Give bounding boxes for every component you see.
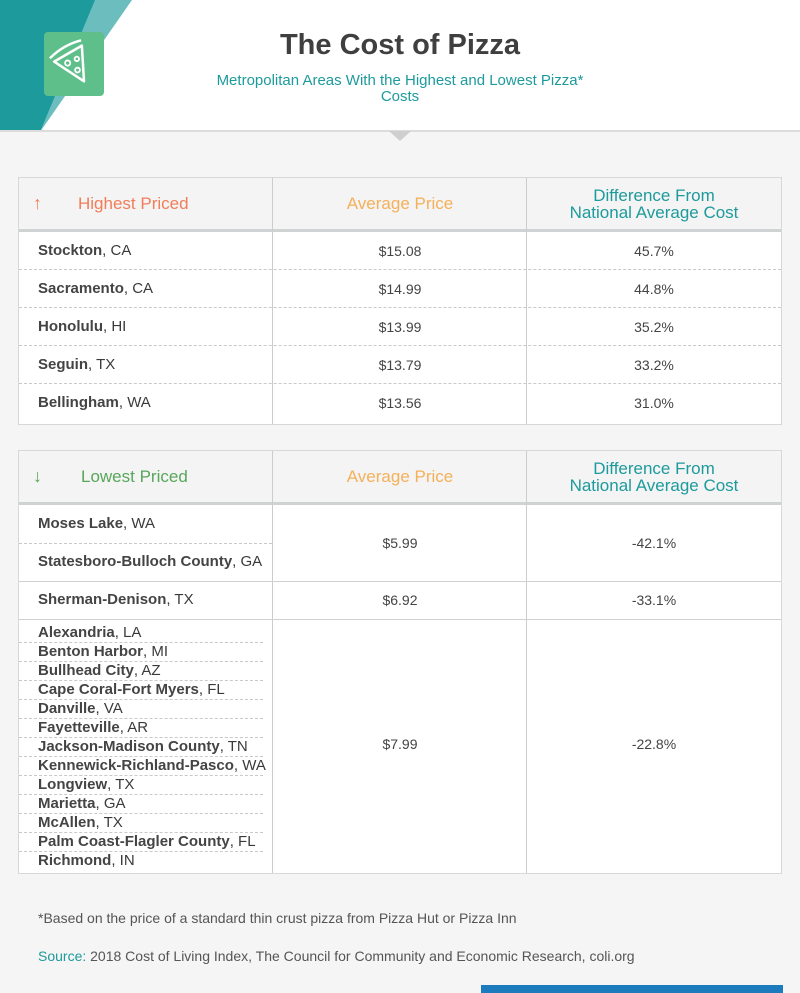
city-label: Longview (38, 776, 108, 793)
city-label: Fayetteville (38, 719, 120, 736)
state-label: , FL (198, 681, 225, 698)
city-label: Alexandria (38, 624, 115, 641)
price-value: $7.99 (382, 736, 418, 752)
city-label: Bullhead City (38, 662, 134, 679)
diff-value: 45.7% (634, 243, 674, 259)
difference-header (527, 178, 781, 229)
diff-value: -42.1% (631, 535, 677, 551)
city-label: Honolulu (38, 318, 103, 335)
city-name (38, 308, 126, 346)
difference-header-line2: National Average Cost (569, 475, 739, 495)
header-pointer (389, 131, 411, 141)
city-name (38, 661, 161, 680)
lowest-arrow-icon: ↓ (33, 466, 42, 486)
footnote: *Based on the price of a standard thin crust pizza from Pizza Hut or Pizza Inn (38, 910, 517, 926)
state-label: , GA (232, 553, 263, 570)
price-value: $14.99 (378, 281, 422, 297)
diff-value: 31.0% (634, 395, 674, 411)
state-label: , WA (123, 515, 155, 532)
city-name (38, 756, 266, 775)
city-label: Danville (38, 700, 96, 717)
state-label: , TN (219, 738, 248, 755)
page-title: The Cost of Pizza (279, 29, 521, 61)
city-label: Jackson-Madison County (38, 738, 220, 755)
state-label: , CA (123, 280, 154, 297)
state-label: , WA (233, 757, 266, 774)
bottom-accent-bar (481, 985, 783, 993)
source-line (38, 948, 635, 964)
state-label: , FL (229, 833, 256, 850)
city-label: Kennewick-Richland-Pasco (38, 757, 234, 774)
highest-arrow-icon: ↑ (33, 193, 42, 213)
city-label: Benton Harbor (38, 643, 143, 660)
city-label: Marietta (38, 795, 96, 812)
state-label: , HI (102, 318, 127, 335)
city-name (38, 543, 262, 581)
city-label: Sacramento (38, 280, 124, 297)
state-label: , GA (95, 795, 126, 812)
state-label: , MI (143, 643, 168, 660)
city-name (38, 737, 248, 756)
highest-priced-label: Highest Priced (78, 193, 189, 213)
diff-value: 35.2% (634, 319, 674, 335)
city-name (38, 505, 155, 543)
state-label: , TX (166, 591, 194, 608)
state-label: , WA (118, 394, 151, 411)
state-label: , LA (114, 624, 142, 641)
city-name (38, 232, 131, 270)
city-label: Moses Lake (38, 515, 124, 532)
state-label: , VA (95, 700, 123, 717)
table-header (19, 178, 781, 232)
city-name (38, 270, 153, 308)
city-label: Statesboro-Bulloch County (38, 553, 233, 570)
price-value: $15.08 (378, 243, 422, 259)
city-name (38, 680, 225, 699)
diff-value: 44.8% (634, 281, 674, 297)
city-name (38, 699, 123, 718)
price-value: $6.92 (382, 592, 418, 608)
average-price-header: Average Price (346, 193, 454, 213)
city-name (38, 851, 135, 870)
difference-header (527, 451, 781, 502)
price-value: $5.99 (382, 535, 418, 551)
state-label: , AZ (133, 662, 161, 679)
city-name (38, 832, 256, 851)
city-label: Sherman-Denison (38, 591, 167, 608)
price-value: $13.79 (378, 357, 422, 373)
city-name (38, 346, 115, 384)
difference-header-line1: Difference From (593, 185, 715, 205)
city-name (38, 642, 168, 661)
lowest-priced-table (18, 450, 782, 874)
table-header (19, 451, 781, 505)
source-label: Source: (38, 948, 87, 964)
city-name (38, 794, 126, 813)
city-label: McAllen (38, 814, 96, 831)
state-label: , TX (88, 356, 116, 373)
price-value: $13.56 (378, 395, 422, 411)
state-label: , TX (107, 776, 135, 793)
city-label: Seguin (38, 356, 89, 373)
diff-value: -33.1% (631, 592, 677, 608)
page-subtitle: Metropolitan Areas With the Highest and Lowest Pizza* Costs (216, 72, 584, 105)
city-name (38, 623, 141, 642)
city-label: Richmond (38, 852, 112, 869)
city-label: Stockton (38, 242, 103, 259)
state-label: , IN (111, 852, 135, 869)
highest-priced-table (18, 177, 782, 425)
lowest-priced-label: Lowest Priced (81, 466, 188, 486)
city-label: Bellingham (38, 394, 119, 411)
city-name (38, 813, 123, 832)
city-name (38, 581, 194, 619)
diff-value: -22.8% (631, 736, 677, 752)
price-value: $13.99 (378, 319, 422, 335)
difference-header-line2: National Average Cost (569, 202, 739, 222)
city-name (38, 384, 151, 422)
state-label: , TX (95, 814, 123, 831)
average-price-header: Average Price (346, 466, 454, 486)
difference-header-line1: Difference From (593, 458, 715, 478)
city-name (38, 775, 134, 794)
city-label: Palm Coast-Flagler County (38, 833, 230, 850)
diff-value: 33.2% (634, 357, 674, 373)
source-text: 2018 Cost of Living Index, The Council for Community and Economic Research, coli.org (86, 948, 635, 964)
state-label: , CA (102, 242, 132, 259)
state-label: , AR (119, 719, 149, 736)
city-label: Cape Coral-Fort Myers (38, 681, 199, 698)
city-name (38, 718, 148, 737)
